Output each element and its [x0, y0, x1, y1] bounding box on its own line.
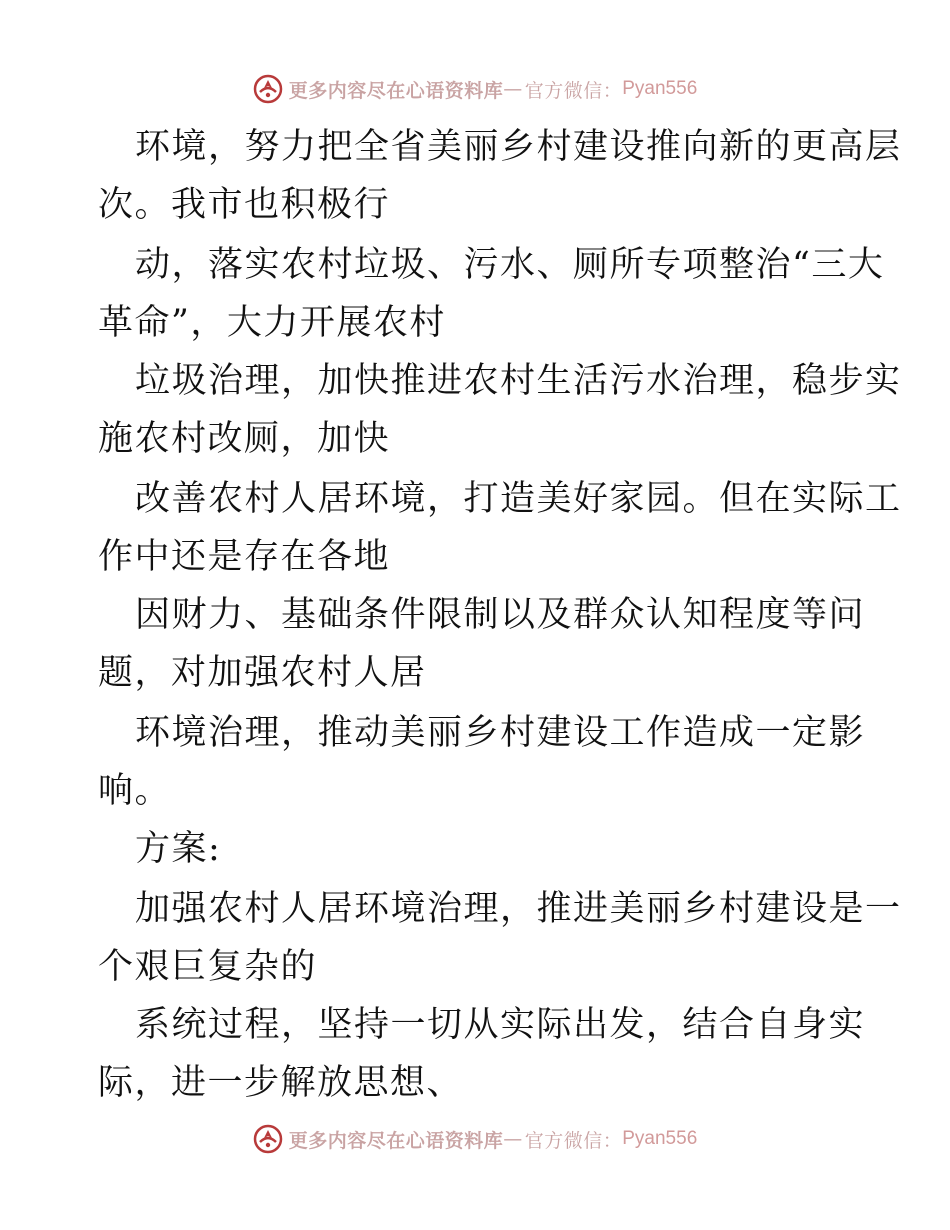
body-line: 次。我市也积极行: [98, 185, 391, 225]
footer-site-name: 更多内容尽在心语资料库: [288, 1129, 504, 1152]
section-heading: 方案:: [135, 829, 222, 869]
body-line: 因财力、基础条件限制以及群众认知程度等问: [135, 595, 866, 635]
body-line: 题，对加强农村人居: [98, 653, 427, 693]
body-line: 环境，努力把全省美丽乡村建设推向新的更高层: [135, 127, 902, 167]
body-line: 系统过程，坚持一切从实际出发，结合自身实: [135, 1005, 866, 1045]
footer-wechat-id: Pyan556: [622, 1128, 698, 1149]
body-line: 革命”，大力开展农村: [98, 303, 446, 343]
header-site-name: 更多内容尽在心语资料库: [288, 79, 504, 102]
book-quill-logo-icon: [253, 1124, 283, 1154]
header-banner: [0, 72, 950, 106]
body-line: 际，进一步解放思想、: [98, 1063, 464, 1103]
body-line: 响。: [98, 771, 172, 811]
body-line: 个艰巨复杂的: [98, 947, 318, 987]
body-line: 动，落实农村垃圾、污水、厕所专项整治“三大: [135, 245, 885, 285]
footer-separator: —: [503, 1128, 523, 1150]
body-line: 加强农村人居环境治理，推进美丽乡村建设是一: [135, 889, 902, 929]
header-wechat-id: Pyan556: [622, 78, 698, 99]
header-wechat-label: 官方微信：: [524, 79, 623, 102]
header-separator: —: [503, 78, 523, 100]
body-line: 作中还是存在各地: [98, 537, 391, 577]
footer-banner: [0, 1122, 950, 1156]
book-quill-logo-icon: [253, 74, 283, 104]
body-line: 垃圾治理，加快推进农村生活污水治理，稳步实: [135, 361, 902, 401]
body-line: 环境治理，推动美丽乡村建设工作造成一定影: [135, 713, 866, 753]
footer-wechat-label: 官方微信：: [524, 1129, 623, 1152]
body-line: 施农村改厕，加快: [98, 419, 391, 459]
body-line: 改善农村人居环境，打造美好家园。但在实际工: [135, 479, 902, 519]
